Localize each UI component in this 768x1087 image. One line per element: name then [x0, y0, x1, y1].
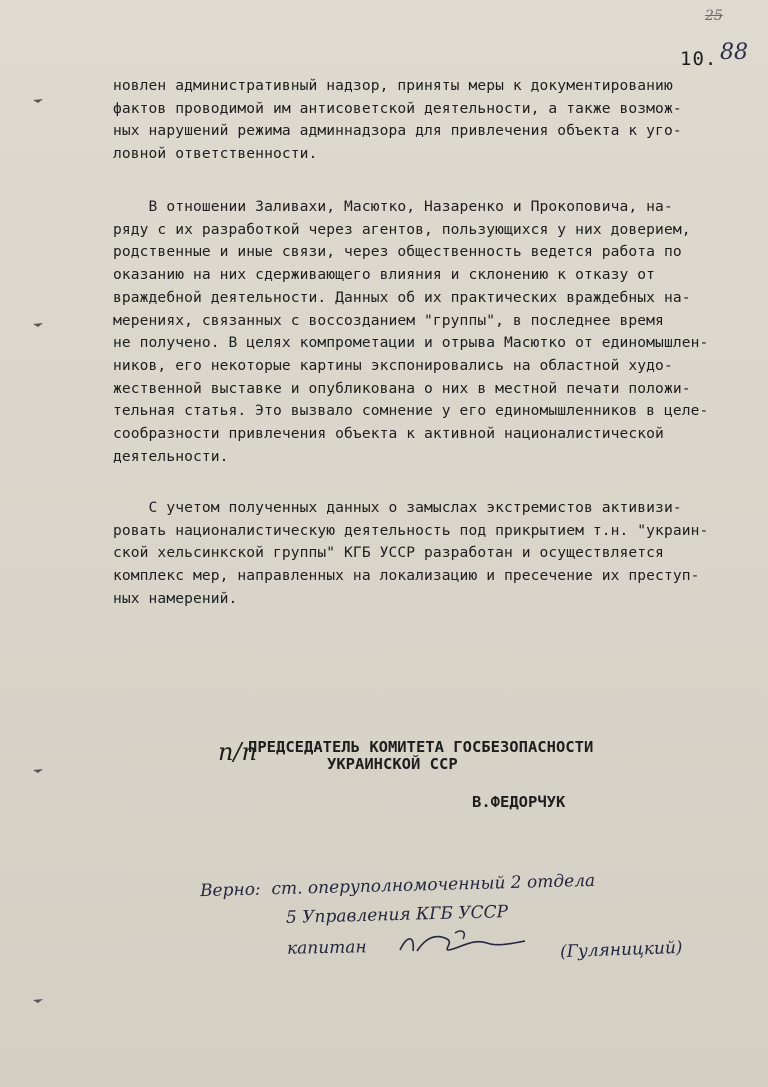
text-line: мерениях, связанных с воссозданием "группы", в последнее время [113, 311, 664, 329]
text-line: ровать националистическую деятельность под прикрытием т.н. "украин- [113, 521, 709, 539]
signatory-title-line-1: ПРЕДСЕДАТЕЛЬ КОМИТЕТА ГОСБЕЗОПАСНОСТИ [248, 738, 594, 756]
text-line: фактов проводимой им антисоветской деятельности, а также возмож- [113, 99, 682, 117]
text-line: ных намерений. [113, 589, 238, 607]
signatory-title-line-2: УКРАИНСКОЙ ССР [327, 755, 458, 773]
handwritten-signer-name: (Гуляницкий) [559, 937, 683, 963]
text-line: не получено. В целях компрометации и отрыва Масютко от единомышлен- [113, 334, 709, 352]
pp-mark: п/п [218, 738, 257, 766]
text-line: С учетом полученных данных о замыслах экстремистов активизи- [113, 499, 682, 516]
text-line: тельная статья. Это вызвало сомнение у его единомышленников в целе- [113, 402, 709, 420]
binding-mark [32, 96, 44, 104]
signatory-name: В.ФЕДОРЧУК [472, 793, 566, 811]
text-line: сообразности привлечения объекта к активной националистической [113, 425, 664, 443]
handwritten-line-2: 5 Управления КГБ УССР [285, 902, 509, 928]
text-line: ской хельсинкской группы" КГБ УССР разработан и осуществляется [113, 544, 664, 562]
binding-mark [32, 996, 44, 1004]
text-line: деятельности. [113, 447, 229, 465]
page-number: 10. [680, 48, 718, 70]
text-line: В отношении Заливахи, Масютко, Назаренко и Прокоповича, на- [113, 198, 673, 215]
paragraph-2 [113, 196, 713, 468]
text-line: ряду с их разработкой через агентов, пользующихся у них доверием, [113, 220, 691, 238]
text-line: оказанию на них сдерживающего влияния и склонению к отказу от [113, 266, 656, 284]
binding-mark [32, 320, 44, 328]
text-line: враждебной деятельности. Данных об их практических враждебных на- [113, 288, 691, 306]
text-line: ников, его некоторые картины экспонировались на областной худо- [113, 356, 673, 374]
binding-mark [32, 766, 44, 774]
archive-page-number: 88 [720, 40, 748, 65]
text-line: жественной выставке и опубликована о них в местной печати положи- [113, 379, 691, 397]
text-line: новлен административный надзор, приняты меры к документированию [113, 77, 673, 94]
text-line: комплекс мер, направленных на локализацию и пресечение их преступ- [113, 567, 700, 585]
text-line: родственные и иные связи, через общественность ведется работа по [113, 243, 682, 261]
paragraph-1 [113, 75, 713, 166]
handwritten-signature [395, 925, 555, 965]
text-line: ловной ответственности. [113, 145, 318, 163]
handwritten-line-3: капитан [286, 937, 367, 959]
handwritten-line-1: Верно: ст. оперуполномоченный 2 отдела [199, 870, 596, 902]
archive-number: 25 [705, 8, 723, 24]
text-line: ных нарушений режима админнадзора для привлечения объекта к уго- [113, 122, 682, 140]
paragraph-3 [113, 497, 713, 611]
